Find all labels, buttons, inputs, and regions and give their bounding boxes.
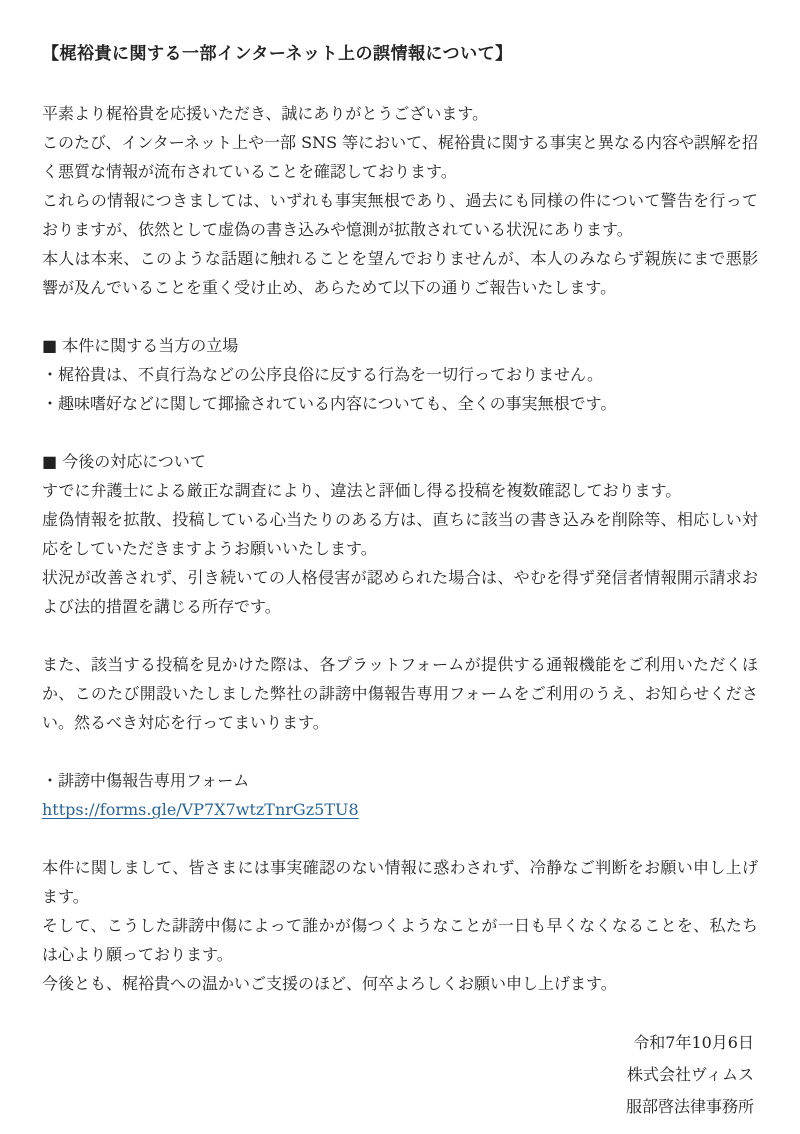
report-form-block: [42, 766, 758, 824]
paragraph-misinformation-found: このたび、インターネット上や一部 SNS 等において、梶裕貴に関する事実と異なる内容や誤解を招く悪質な情報が流布されていることを確認しております。: [42, 133, 758, 181]
paragraph-report-request: また、該当する投稿を見かけた際は、各プラットフォームが提供する通報機能をご利用いただくほか、このたび開設いたしました弊社の誹謗中傷報告専用フォームをご利用のうえ、お知らせください。然るべき対応を行ってまいります。: [42, 655, 758, 732]
paragraph-groundless: これらの情報につきましては、いずれも事実無根であり、過去にも同様の件について警告を行っておりますが、依然として虚偽の書き込みや憶測が拡散されている状況にあります。: [42, 191, 758, 239]
list-item-hobby-rumor: ・趣味嗜好などに関して揶揄されている内容についても、全くの事実無根です。: [42, 394, 617, 413]
paragraph-delete-request: 虚偽情報を拡散、投稿している心当たりのある方は、直ちに該当の書き込みを削除等、相応しい対応をしていただきますようお願いいたします。: [42, 510, 758, 558]
section-position: [42, 331, 758, 418]
report-form-link[interactable]: https://forms.gle/VP7X7wtzTnrGz5TU8: [42, 800, 359, 819]
list-item-no-misconduct: ・梶裕貴は、不貞行為などの公序良俗に反する行為を一切行っておりません。: [42, 365, 603, 384]
paragraph-calm-judgement: 本件に関しまして、皆さまには事実確認のない情報に惑わされず、冷静なご判断をお願い申し上げます。: [42, 858, 758, 906]
paragraph-impact: 本人は本来、このような話題に触れることを望んでおりませんが、本人のみならず親族にまで悪影響が及んでいることを重く受け止め、あらためて以下の通りご報告いたします。: [42, 249, 758, 297]
closing-block: [42, 853, 758, 998]
report-form-label: ・誹謗中傷報告専用フォーム: [42, 771, 250, 790]
signature-company: 株式会社ヴィムス: [626, 1065, 754, 1084]
report-block: [42, 650, 758, 737]
signature-law-firm: 服部啓法律事務所: [625, 1097, 754, 1116]
report-form-link-line: [42, 795, 758, 824]
section-heading-position: ■ 本件に関する当方の立場: [42, 336, 239, 355]
paragraph-legal-measures: 状況が改善されず、引き続いての人格侵害が認められた場合は、やむを得ず発信者情報開示請求および法的措置を講じる所存です。: [42, 568, 758, 616]
paragraph-wish-no-slander: そして、こうした誹謗中傷によって誰かが傷つくようなことが一日も早くなくなることを、私たちは心より願っております。: [42, 916, 758, 964]
document-title: 【梶裕貴に関する一部インターネット上の誤情報について】: [42, 44, 513, 64]
signature-block: [42, 1027, 758, 1123]
paragraph-greeting: 平素より梶裕貴を応援いただき、誠にありがとうございます。: [42, 104, 489, 123]
section-response: [42, 447, 758, 621]
paragraph-lawyer-investigation: すでに弁護士による厳正な調査により、違法と評価し得る投稿を複数確認しております。: [42, 481, 682, 500]
signature-date: 令和7年10月6日: [633, 1033, 754, 1052]
paragraph-continued-support: 今後とも、梶裕貴への温かいご支援のほど、何卒よろしくお願い申し上げます。: [42, 974, 617, 993]
section-heading-response: ■ 今後の対応について: [42, 452, 206, 471]
intro-block: [42, 99, 758, 302]
